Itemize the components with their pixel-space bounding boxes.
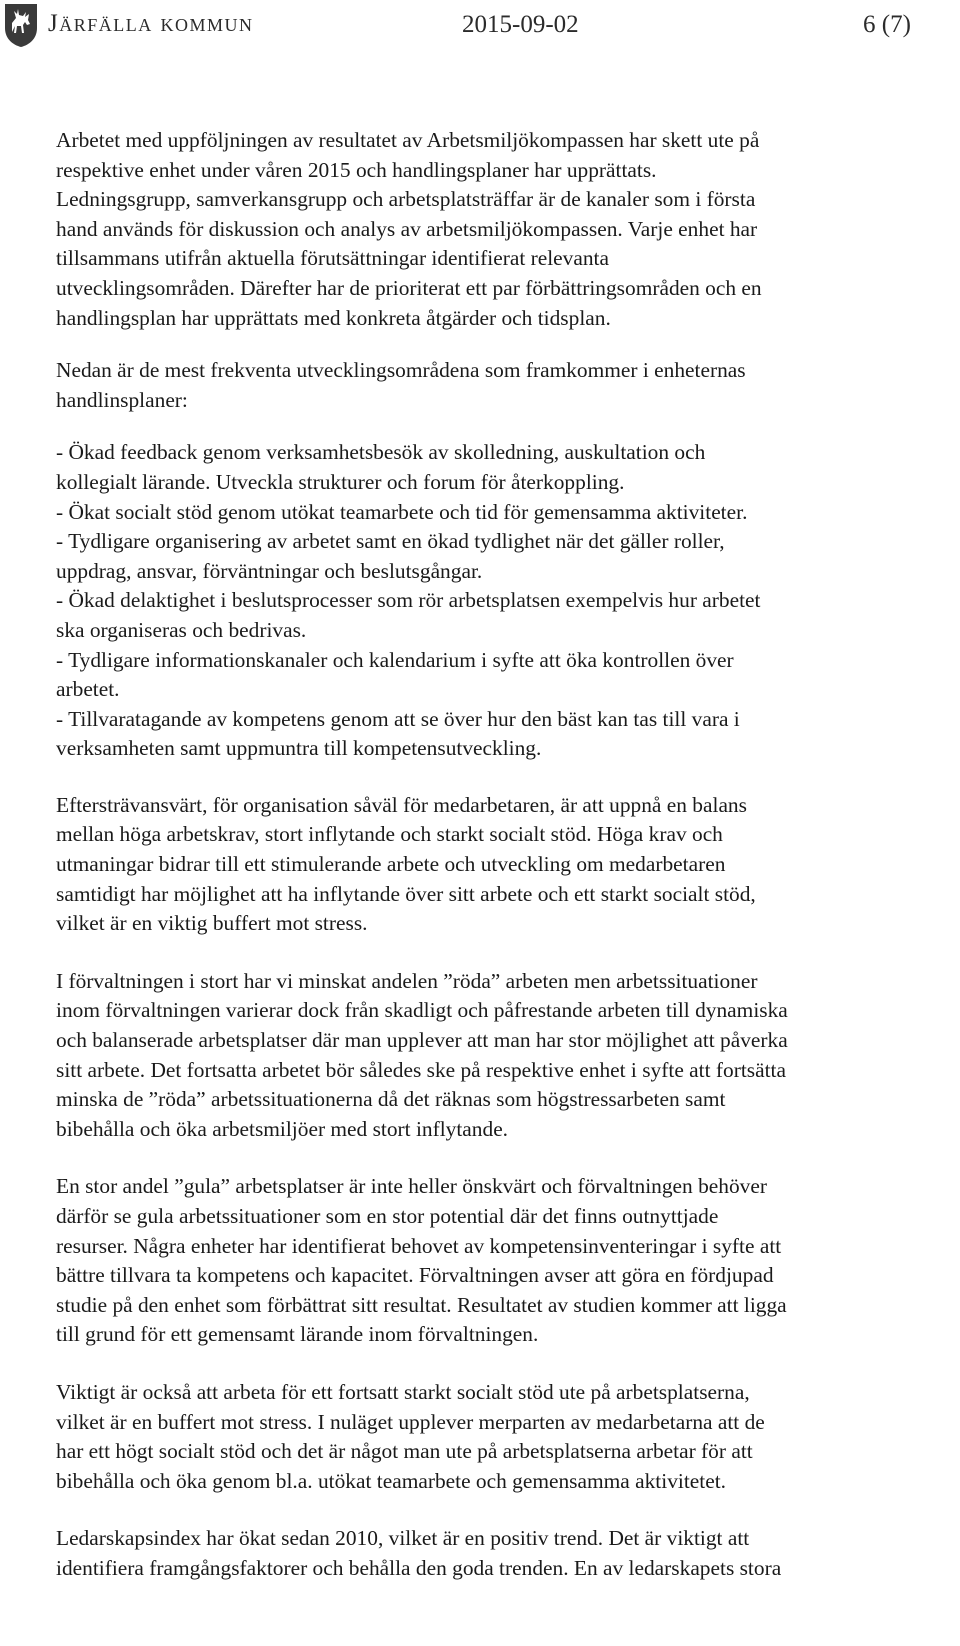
paragraph-yellow-jobs: En stor andel ”gula” arbetsplatser är inte heller önskvärt och förvaltningen behöver därför se gula arbetssituationer som en stor potential där det finns outnyttjade resurser. Några enheter har identifierat behovet av kompetensinventeringar i syfte att bättre tillvara ta kompetens och kapacitet. Förvaltningen avser att göra en fördjupad studie på den enhet som förbättrat sitt resultat. Resultatet av studien kommer att ligga till grund för ett gemensamt lärande inom förvaltningen.	[56, 1174, 787, 1347]
organization-name: Järfälla kommun	[48, 10, 254, 37]
paragraph-leadership: Ledarskapsindex har ökat sedan 2010, vilket är en positiv trend. Det är viktigt att identifiera framgångsfaktorer och behålla den goda trenden. En av ledarskapets stora	[56, 1526, 782, 1580]
page-header	[0, 0, 960, 60]
stag-crest-icon	[3, 2, 39, 48]
paragraph-balance: Eftersträvansvärt, för organisation såväl för medarbetaren, är att uppnå en balans mellan höga arbetskrav, stort inflytande och starkt socialt stöd. Höga krav och utmaningar bidrar till ett stimulerande arbete och utveckling om medarbetaren samtidigt har möjlighet att ha inflytande över sitt arbete och ett starkt socialt stöd, vilket är en viktig buffert mot stress.	[56, 792, 756, 936]
development-areas-list: - Ökad feedback genom verksamhetsbesök av skolledning, auskultation och kollegialt lärande. Utveckla strukturer och forum för återkoppling. - Ökat socialt stöd genom utökat teamarbete och tid för gemensamma aktiviteter. - Tydligare organisering av arbetet samt en ökad tydlighet när det gäller roller, uppdrag, ansvar, förväntningar och beslutsgångar. - Ökad delaktighet i beslutsprocesser som rör arbetsplatsen exempelvis hur arbetet ska organiseras och bedrivas. - Tydligare informationskanaler och kalendarium i syfte att öka kontrollen över arbetet. - Tillvaratagande av kompetens genom att se över hur den bäst kan tas till vara i verksamheten samt uppmuntra till kompetensutveckling.	[56, 440, 761, 761]
paragraph-areas-intro: Nedan är de mest frekventa utvecklingsområdena som framkommer i enheternas handlinsplaner:	[56, 358, 746, 412]
paragraph-social-support: Viktigt är också att arbeta för ett fortsatt starkt socialt stöd ute på arbetsplatserna, vilket är en buffert mot stress. I nuläget upplever merparten av medarbetarna att de har ett högt socialt stöd och det är något man ute på arbetsplatserna arbetar för att bibehålla och öka genom bl.a. utökat teamarbete och gemensamma aktivitetet.	[56, 1379, 765, 1493]
document-body	[56, 126, 946, 1584]
document-date: 2015-09-02	[462, 11, 579, 38]
paragraph-intro: Arbetet med uppföljningen av resultatet av Arbetsmiljökompassen har skett ute på respektive enhet under våren 2015 och handlingsplaner har upprättats. Ledningsgrupp, samverkansgrupp och arbetsplatsträffar är de kanaler som i första hand används för diskussion och analys av arbetsmiljökompassen. Varje enhet har tillsammans utifrån aktuella förutsättningar identifierat relevanta utvecklingsområden. Därefter har de prioriterat ett par förbättringsområden och en handlingsplan har upprättats med konkreta åtgärder och tidsplan.	[56, 128, 762, 330]
page-number: 6 (7)	[863, 11, 911, 38]
paragraph-red-jobs: I förvaltningen i stort har vi minskat andelen ”röda” arbeten men arbetssituationer inom förvaltningen varierar dock från skadligt och påfrestande arbeten till dynamiska och balanserade arbetsplatser där man upplever att man har stor möjlighet att påverka sitt arbete. Det fortsatta arbetet bör således ske på respektive enhet i syfte att fortsätta minska de ”röda” arbetssituationerna då det räknas som högstressarbeten samt bibehålla och öka arbetsmiljöer med stort inflytande.	[56, 968, 788, 1141]
